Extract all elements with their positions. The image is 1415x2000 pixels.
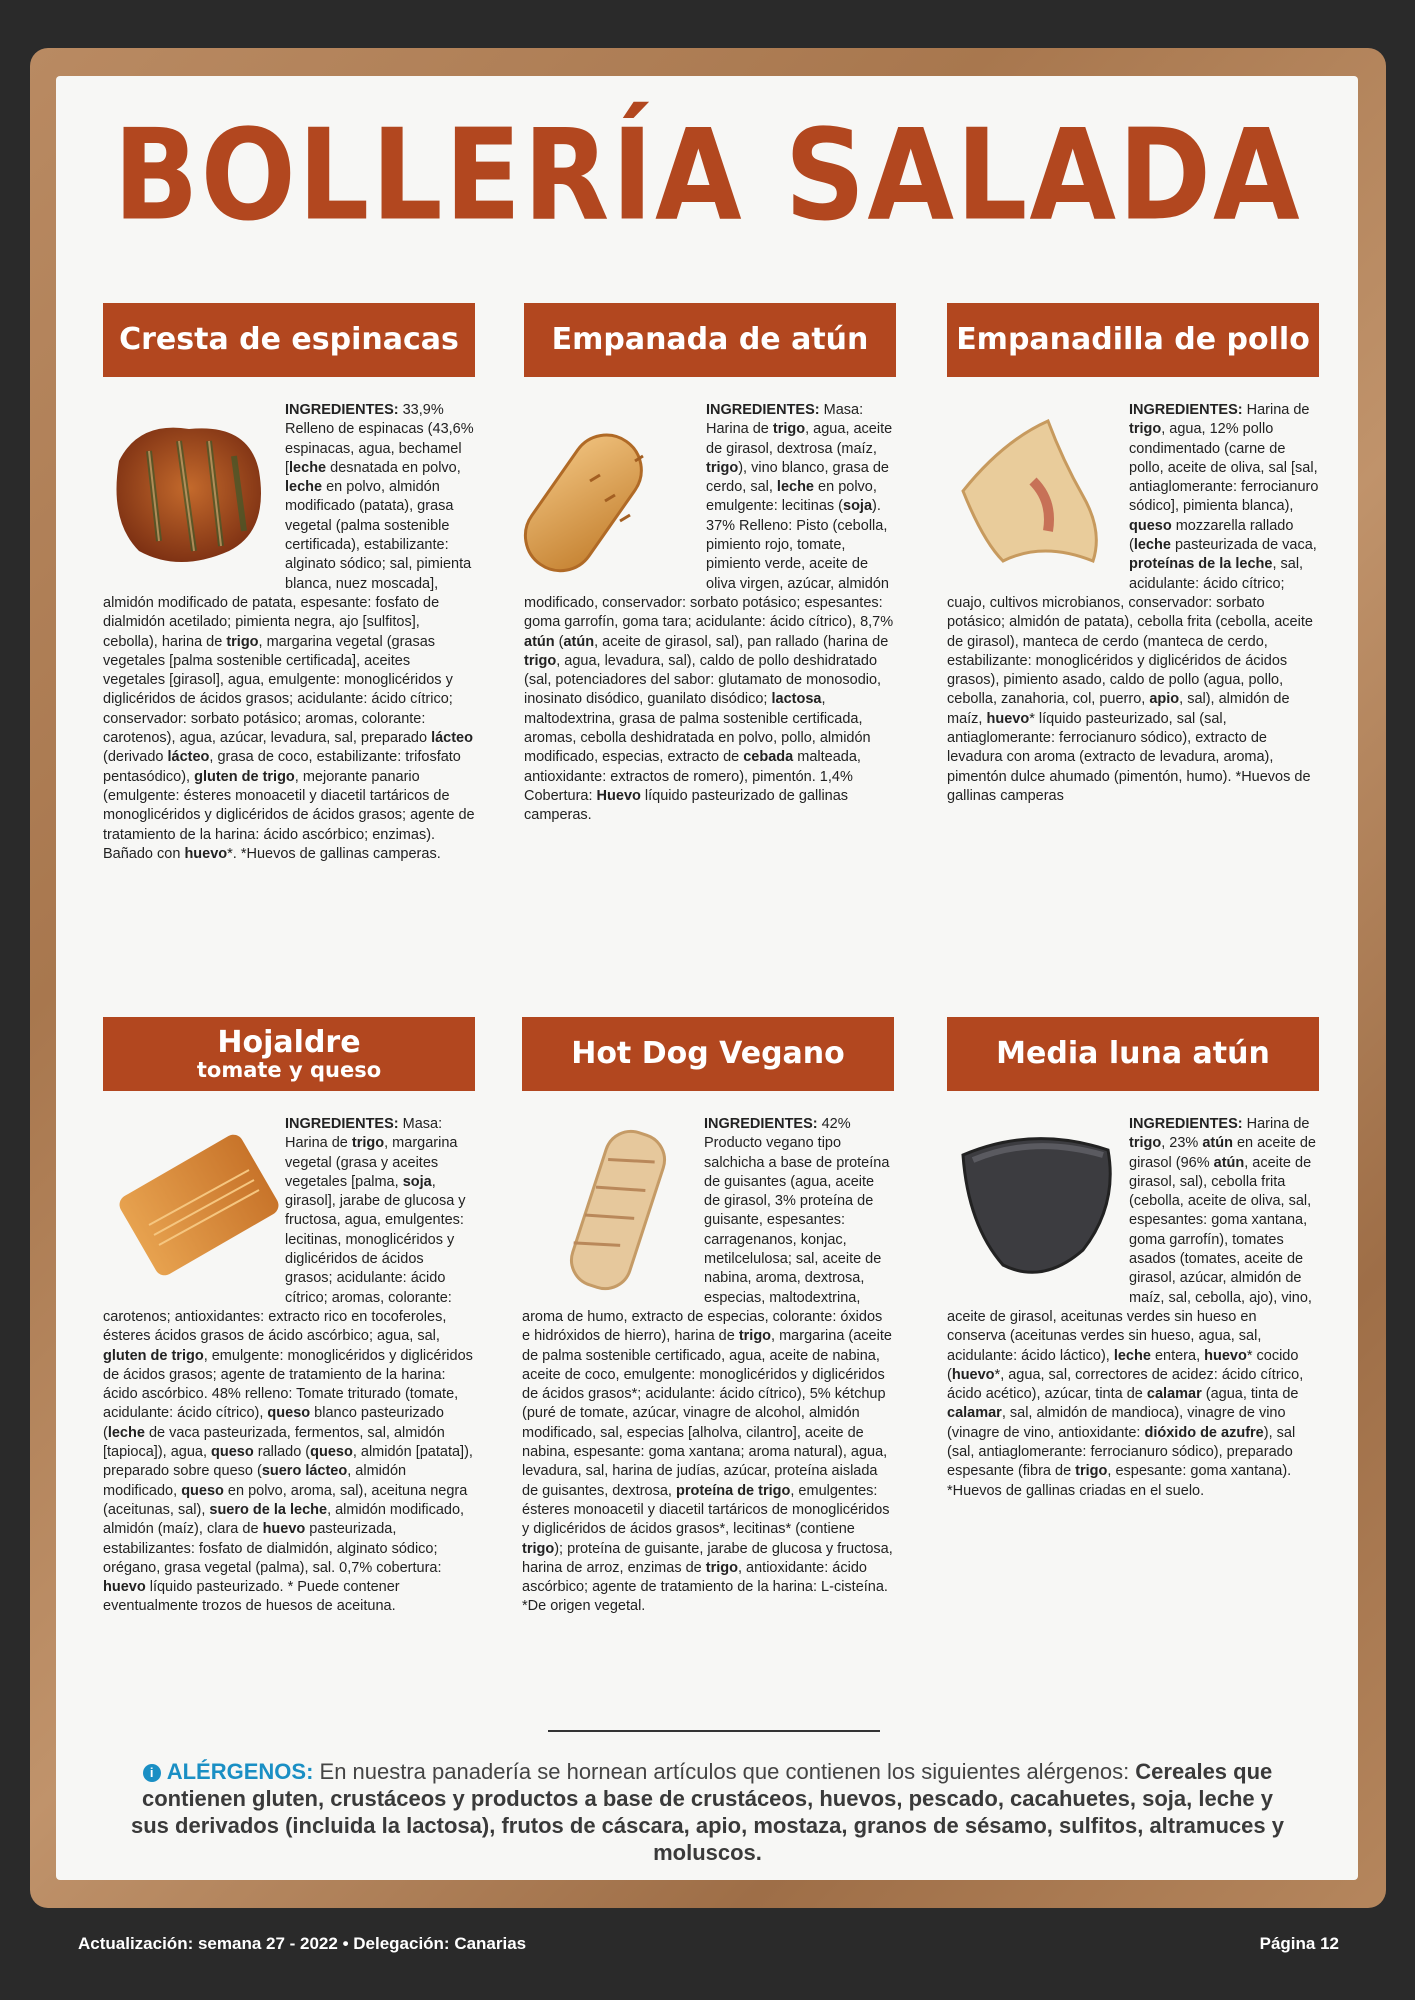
hojaldre-pastry-image — [99, 1115, 279, 1293]
ingredient-text: , margarina (aceite de palma sostenible certificado, agua, aceite de nabina, aceite de coco, emulgente: monoglicéridos y diglicéridos de ácidos grasos*; acidulante: ácido cítrico), 5% kétchup (puré de tomate, azúcar, vinagre de alcohol, almidón modificado, sal, especias [alholva, cilantro], aceite de nabina, espesante: goma xantana; aroma natural), agua, levadura, sal, harina de judías, azúcar, proteína aislada de guisantes, dextrosa, — [522, 1328, 892, 1499]
cresta-pastry-image — [99, 401, 279, 579]
ingredient-text: , maltodextrina, grasa de palma sostenible certificada, aromas, cebolla deshidratada en polvo, pollo, almidón modificado, especias, extracto de — [524, 691, 871, 766]
ingredient-text: , grasa de coco, estabilizante: trifosfato pentasódico), — [103, 749, 461, 785]
empanadilla-pastry-image — [943, 401, 1123, 579]
product-name: Cresta de espinacas — [119, 322, 459, 358]
allergen-term: dióxido de azufre — [1144, 1424, 1264, 1441]
ingredient-text: Harina de — [1242, 402, 1310, 418]
product-ingredients — [103, 1115, 475, 1617]
allergen-term: leche — [1133, 537, 1171, 554]
ingredient-text: en polvo, emulgente: lecitinas ( — [706, 479, 877, 515]
allergen-term: atún — [524, 633, 555, 650]
ingredient-text: , espesante: goma xantana). *Huevos de gallinas criadas en el suelo. — [947, 1463, 1292, 1499]
ingredient-text: líquido pasteurizado. * Puede contener eventualmente trozos de huesos de aceituna. — [103, 1579, 400, 1615]
product-name: Empanada de atún — [551, 322, 869, 358]
allergen-term: queso — [267, 1405, 311, 1422]
allergen-term: huevo — [184, 845, 228, 862]
product-ingredients — [522, 1115, 894, 1617]
product-name: Media luna atún — [996, 1036, 1270, 1072]
ingredient-text: (agua, tinta de — [1201, 1386, 1299, 1403]
ingredient-text: en polvo, aroma, sal), aceituna negra (aceitunas, sal), — [103, 1482, 468, 1518]
ingredient-text: , margarina vegetal (grasas vegetales [palma sostenible certificada], aceites vegetales [girasol], agua, emulgente: monoglicéridos y diglicéridos de ácidos grasos; acidulante: ácido cítrico; conservador: sorbato potásico; aromas, colorante: carotenos), agua, azúcar, levadura, sal, preparado — [103, 633, 453, 747]
product-card-hojaldre — [103, 1017, 475, 1617]
allergen-term: suero lácteo — [261, 1463, 348, 1480]
ingredient-text: 42% Producto vegano tipo salchicha a base de proteína de guisantes (agua, aceite de girasol, 3% proteína de guisante, espesantes: carragenanos, konjac, metilcelulosa; sal, aceite de nabina, aroma, dextrosa, especias, maltodextrina, aroma de humo, extracto de especias, colorante: óxidos e hidróxidos de hierro), harina de — [522, 1116, 890, 1345]
allergen-term: huevo — [986, 710, 1030, 727]
ingredient-text: , sal), almidón de maíz, — [947, 691, 1290, 727]
allergen-term: lácteo — [167, 749, 210, 766]
allergen-term: trigo — [738, 1328, 772, 1345]
product-banner — [524, 303, 896, 377]
allergen-term: atún — [1202, 1135, 1233, 1152]
allergen-term: queso — [211, 1444, 254, 1461]
allergen-term: atún — [1213, 1154, 1245, 1171]
allergen-term: proteína de trigo — [675, 1482, 791, 1499]
allergen-term: soja — [843, 498, 873, 515]
allergen-term: queso — [181, 1482, 224, 1499]
product-banner — [522, 1017, 894, 1091]
product-ingredients — [947, 1115, 1319, 1501]
allergen-term: gluten de trigo — [103, 1347, 204, 1364]
ingredient-text: en aceite de girasol (96% — [1129, 1135, 1316, 1171]
media-luna-pastry-image — [943, 1115, 1123, 1293]
ingredients-heading: INGREDIENTES: — [1129, 1116, 1243, 1132]
allergen-term: trigo — [522, 1540, 555, 1557]
allergen-term: leche — [289, 459, 327, 476]
allergen-term: huevo — [103, 1579, 146, 1596]
ingredient-text: ); proteína de guisante, jarabe de glucosa y fructosa, harina de arroz, enzimas de — [522, 1540, 893, 1576]
product-ingredients — [524, 401, 896, 826]
allergens-notice — [130, 1758, 1285, 1866]
product-subtitle: tomate y queso — [196, 1057, 382, 1082]
ingredient-text: Harina de — [1242, 1116, 1310, 1132]
product-banner — [103, 1017, 475, 1091]
product-card-empanadilla-pollo — [947, 303, 1319, 806]
allergen-term: suero de la leche — [209, 1501, 328, 1518]
allergen-term: trigo — [226, 633, 259, 650]
product-ingredients — [947, 401, 1319, 806]
ingredients-heading: INGREDIENTES: — [285, 1116, 399, 1132]
ingredient-text: , margarina vegetal (grasa y aceites vegetales [palma, — [285, 1135, 458, 1190]
ingredient-text: , emulgente: monoglicéridos y diglicéridos de ácidos grasos; agente de tratamiento de la harina: ácido ascórbico. 48% relleno: Tomate triturado (tomate, acidulante: ácido cítrico), — [103, 1347, 473, 1422]
ingredient-text: *. *Huevos de gallinas camperas. — [227, 845, 441, 862]
allergen-term: cebada — [743, 749, 794, 766]
product-card-empanada-atun — [524, 303, 896, 826]
ingredient-text: , antioxidante: ácido ascórbico; agente de tratamiento de la harina: L-cisteína. *De origen vegetal. — [522, 1559, 888, 1615]
ingredient-text: malteada, antioxidante: extractos de romero), pimentón. 1,4% Cobertura: — [524, 749, 861, 804]
ingredient-text: ( — [554, 633, 564, 650]
ingredients-heading: INGREDIENTES: — [704, 1116, 818, 1132]
ingredient-text: , almidón [patata]), preparado sobre queso ( — [103, 1444, 473, 1480]
allergen-term: trigo — [524, 652, 557, 669]
allergen-term: calamar — [947, 1405, 1002, 1422]
product-ingredients — [103, 401, 475, 864]
allergen-term: leche — [1113, 1347, 1151, 1364]
allergen-term: atún — [563, 633, 595, 650]
product-banner — [947, 303, 1319, 377]
product-name: Empanadilla de pollo — [956, 322, 1310, 358]
allergen-term: calamar — [1146, 1386, 1202, 1403]
allergen-term: leche — [285, 479, 323, 496]
ingredients-heading: INGREDIENTES: — [1129, 402, 1243, 418]
allergen-term: huevo — [262, 1521, 306, 1538]
allergen-term: trigo — [1075, 1463, 1108, 1480]
ingredient-text: , girasol], jarabe de glucosa y fructosa, agua, emulgentes: lecitinas, monoglicéridos y diglicéridos de ácidos grasos; acidulante: ácido cítrico; aromas, colorante: carotenos; antioxidantes: extracto rico en tocoferoles, ésteres ácidos grasos de ácido ascórbico; agua, sal, — [103, 1173, 466, 1345]
hot-dog-pastry-image — [518, 1115, 698, 1293]
empanada-pastry-image — [520, 401, 700, 579]
allergen-term: trigo — [1129, 421, 1162, 438]
ingredient-text: ), sal (sal, antiaglomerante: ferrocianuro sódico), preparado espesante (fibra de — [947, 1424, 1296, 1480]
ingredient-text: en polvo, almidón modificado (patata), grasa vegetal (palma sostenible certificada), estabilizante: alginato sódico; sal, pimienta blanca, nuez moscada], almidón modificado de patata, espesante: fosfato de dialmidón acetilado; pimienta negra, ajo [sulfitos], cebolla), harina de — [103, 479, 472, 650]
ingredient-text: líquido pasteurizado de gallinas camperas. — [524, 787, 849, 824]
page-title: BOLLERÍA SALADA — [113, 103, 1302, 249]
ingredient-text: Masa: Harina de — [706, 402, 864, 438]
ingredient-text: blanco pasteurizado ( — [103, 1405, 444, 1441]
ingredient-text: de vaca pasteurizada, fermentos, sal, almidón [tapioca]), agua, — [103, 1424, 445, 1461]
ingredient-text: , aceite de girasol, sal), pan rallado (harina de — [594, 633, 889, 650]
allergen-term: gluten de trigo — [194, 768, 295, 785]
product-name: Hot Dog Vegano — [571, 1036, 845, 1072]
ingredient-text: pasteurizada de vaca, — [1170, 537, 1317, 554]
allergens-label: ALÉRGENOS: — [166, 1759, 314, 1784]
allergen-term: queso — [310, 1444, 353, 1461]
footer-update: Actualización: semana 27 - 2022 • Delegación: Canarias — [78, 1934, 527, 1953]
product-card-cresta — [103, 303, 475, 864]
allergen-term: lácteo — [431, 730, 473, 747]
allergen-term: huevo — [951, 1366, 995, 1383]
allergen-term: apio — [1149, 691, 1180, 708]
product-banner — [103, 303, 475, 377]
allergens-list: Cereales que contienen gluten, crustáceos y productos a base de crustáceos, huevos, pescado, cacahuetes, soja, leche y sus derivados (incluida la lactosa), frutos de cáscara, apio, mostaza, granos de sésamo, sulfitos, altramuces y moluscos. — [131, 1759, 1284, 1865]
allergen-term: trigo — [772, 421, 806, 438]
allergen-term: leche — [107, 1424, 145, 1441]
allergen-term: trigo — [706, 459, 739, 476]
ingredient-text: * cocido ( — [947, 1347, 1299, 1383]
info-icon: i — [143, 1764, 161, 1782]
allergen-term: trigo — [1129, 1135, 1162, 1152]
divider-line — [548, 1730, 880, 1732]
ingredient-text: , mejorante panario (emulgente: ésteres monoacetil y diacetil tartáricos de monoglicéridos y diglicéridos de ácidos grasos; agente de tratamiento de la harina: ácido ascórbico; enzimas). Bañado con — [103, 768, 475, 862]
ingredient-text: entera, — [1150, 1347, 1205, 1364]
ingredient-text: , aceite de girasol, sal), cebolla frita (cebolla, aceite de oliva, sal, espesantes: goma xantana, goma garrofín), tomates asados (tomates, aceite de girasol, azúcar, almidón de maíz, sal, cebolla, ajo), vino, aceite de girasol, aceitunas verdes sin hueso en conserva (aceitunas verdes sin hueso, agua, sal, acidulante: ácido láctico), — [947, 1154, 1312, 1364]
allergen-term: leche — [776, 479, 815, 496]
ingredient-text: (derivado — [103, 749, 168, 766]
ingredient-text: desnatada en polvo, — [326, 459, 461, 476]
ingredient-text: 33,9% Relleno de espinacas (43,6% espinacas, agua, bechamel [ — [285, 402, 474, 476]
ingredient-text: , agua, 12% pollo condimentado (carne de pollo, aceite de oliva, sal [sal, antiaglomerante: ferrocianuro sódico], pimienta blanca), — [1129, 421, 1319, 515]
ingredients-heading: INGREDIENTES: — [285, 402, 399, 418]
ingredient-text: , almidón modificado, — [103, 1463, 407, 1499]
ingredient-text: , almidón modificado, almidón (maíz), clara de — [103, 1501, 465, 1538]
ingredient-text: Masa: Harina de — [285, 1116, 443, 1152]
allergen-term: trigo — [351, 1135, 385, 1152]
ingredient-text: * líquido pasteurizado, sal (sal, antiaglomerante: ferrocianuro sódico), extracto de levadura con aroma (extracto de levadura, aroma), pimentón dulce ahumado (pimentón, humo). *Huevos de gallinas camperas — [947, 710, 1311, 804]
allergen-term: Huevo — [596, 787, 641, 804]
ingredient-text: ), vino blanco, grasa de cerdo, sal, — [706, 459, 889, 496]
ingredient-text: , agua, levadura, sal), caldo de pollo deshidratado (sal, potenciadores del sabor: glutamato de monosodio, inosinato disódico, guanilato disódico; — [524, 652, 882, 708]
allergen-term: trigo — [705, 1559, 738, 1576]
ingredient-text: , sal, almidón de mandioca), vinagre de vino (vinagre de vino, antioxidante: — [947, 1405, 1286, 1441]
allergen-term: proteínas de la leche — [1129, 556, 1273, 573]
allergens-intro: En nuestra panadería se hornean artículos que contienen los siguientes alérgenos: — [313, 1759, 1136, 1784]
ingredient-text: rallado ( — [253, 1444, 311, 1461]
allergen-term: queso — [1129, 517, 1172, 534]
ingredient-text: *, agua, sal, correctores de acidez: ácido cítrico, ácido acético), azúcar, tinta de — [947, 1366, 1304, 1403]
ingredient-text: , agua, aceite de girasol, dextrosa (maíz, — [706, 421, 893, 457]
ingredient-text: , 23% — [1161, 1135, 1203, 1152]
allergen-term: soja — [402, 1173, 432, 1190]
ingredient-text: ). 37% Relleno: Pisto (cebolla, pimiento rojo, tomate, pimiento verde, aceite de oliva virgen, azúcar, almidón modificado, conservador: sorbato potásico; espesantes: goma garrofín, goma tara; acidulante: ácido cítrico), 8,7% — [524, 498, 894, 631]
product-card-media-luna-atun — [947, 1017, 1319, 1501]
ingredients-heading: INGREDIENTES: — [706, 402, 820, 418]
ingredient-text: mozzarella rallado ( — [1129, 517, 1294, 554]
allergen-term: lactosa — [771, 691, 822, 708]
ingredient-text: , sal, acidulante: ácido cítrico; cuajo, cultivos microbianos, conservador: sorbato potásico; almidón de patata), cebolla frita (cebolla, aceite de girasol), manteca de cerdo (manteca de cerdo, estabilizante: monoglicéridos y diglicéridos de ácidos grasos), pimiento asado, caldo de pollo (agua, pollo, cebolla, zanahoria, col, puerro, — [947, 556, 1313, 708]
footer-page-number: Página 12 — [1259, 1934, 1339, 1953]
allergen-term: huevo — [1204, 1347, 1247, 1364]
ingredient-text: , emulgentes: ésteres monoacetil y diacetil tartáricos de monoglicéridos y diglicéridos de ácidos grasos*, lecitinas* (contiene — [522, 1482, 890, 1538]
product-name: Hojaldre — [217, 1025, 361, 1061]
product-card-hot-dog-vegano — [522, 1017, 894, 1617]
ingredient-text: pasteurizada, estabilizantes: fosfato de dialmidón, alginato sódico; orégano, grasa vegetal (palma), sal. 0,7% cobertura: — [103, 1521, 442, 1576]
product-banner — [947, 1017, 1319, 1091]
